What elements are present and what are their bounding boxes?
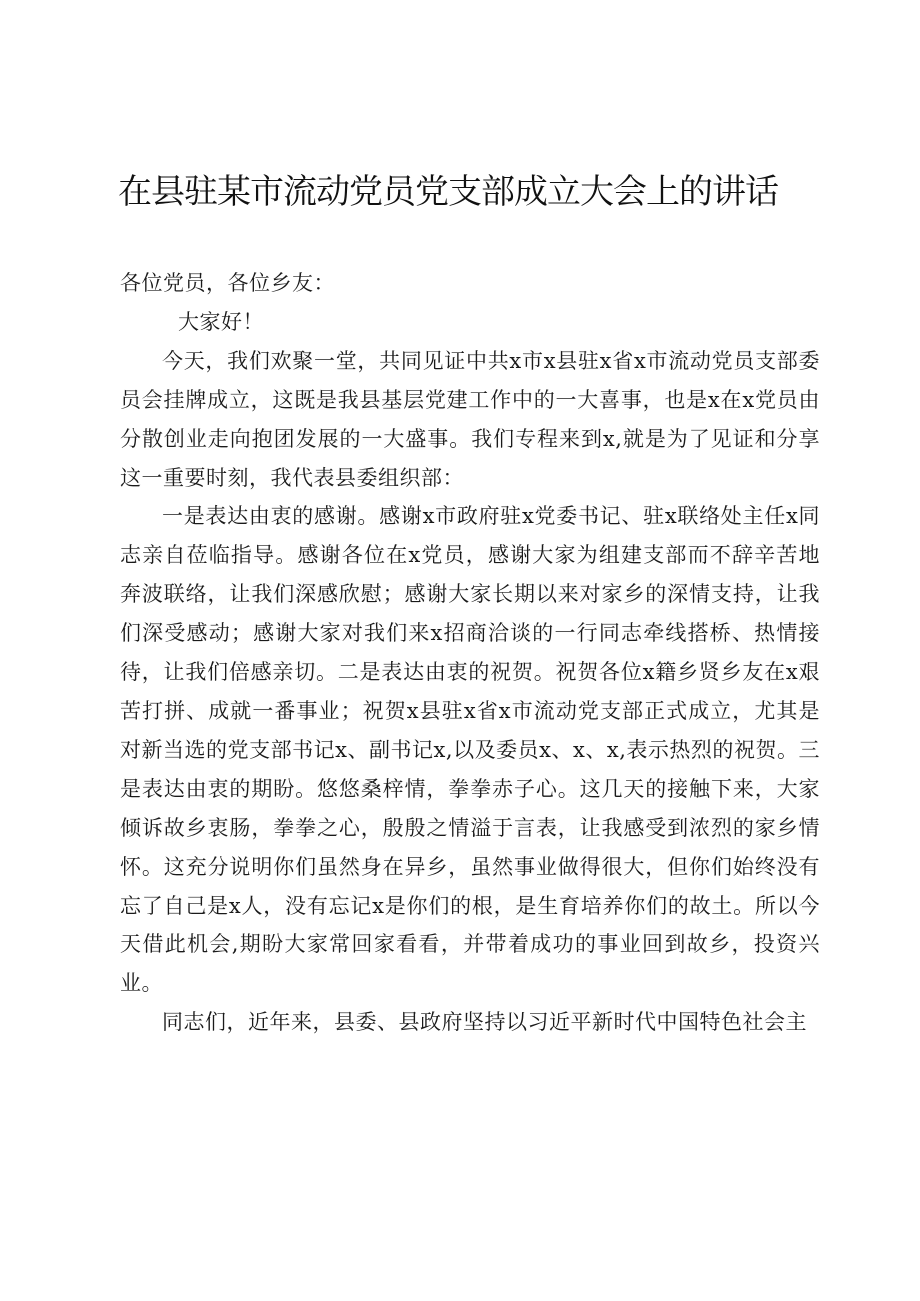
paragraph-comrades: 同志们，近年来，县委、县政府坚持以习近平新时代中国特色社会主 (162, 1010, 807, 1035)
document-title: 在县驻某市流动党员党支部成立大会上的讲话 (118, 172, 778, 212)
document-body (120, 264, 820, 1042)
paragraph-opening: 今天，我们欢聚一堂，共同见证中共x市x县驻x省x市流动党员支部委员会挂牌成立，这既是我县基层党建工作中的一大喜事，也是x在x党员由分散创业走向抱团发展的一大盛事。我们专程来到x,就是为了见证和分享这一重要时刻，我代表县委组织部： (120, 348, 820, 490)
paragraph-thanks-congrats-hopes: 一是表达由衷的感谢。感谢x市政府驻x党委书记、驻x联络处主任x同志亲自莅临指导。感谢各位在x党员，感谢大家为组建支部而不辞辛苦地奔波联络，让我们深感欣慰；感谢大家长期以来对家乡的深情支持，让我们深受感动；感谢大家对我们来x招商洽谈的一行同志牵线搭桥、热情接待，让我们倍感亲切。二是表达由衷的祝贺。祝贺各位x籍乡贤乡友在x艰苦打拼、成就一番事业；祝贺x县驻x省x市流动党支部正式成立，尤其是对新当选的党支部书记x、副书记x,以及委员x、x、x,表示热烈的祝贺。三是表达由衷的期盼。悠悠桑梓情，拳拳赤子心。这几天的接触下来，大家倾诉故乡衷肠，拳拳之心，殷殷之情溢于言表，让我感受到浓烈的家乡情怀。这充分说明你们虽然身在异乡，虽然事业做得很大，但你们始终没有忘了自己是x人，没有忘记x是你们的根，是生育培养你们的故土。所以今天借此机会,期盼大家常回家看看，并带着成功的事业回到故乡，投资兴业。 (120, 504, 820, 996)
salutation: 各位党员，各位乡友： (120, 271, 335, 295)
greeting: 大家好！ (178, 309, 264, 334)
